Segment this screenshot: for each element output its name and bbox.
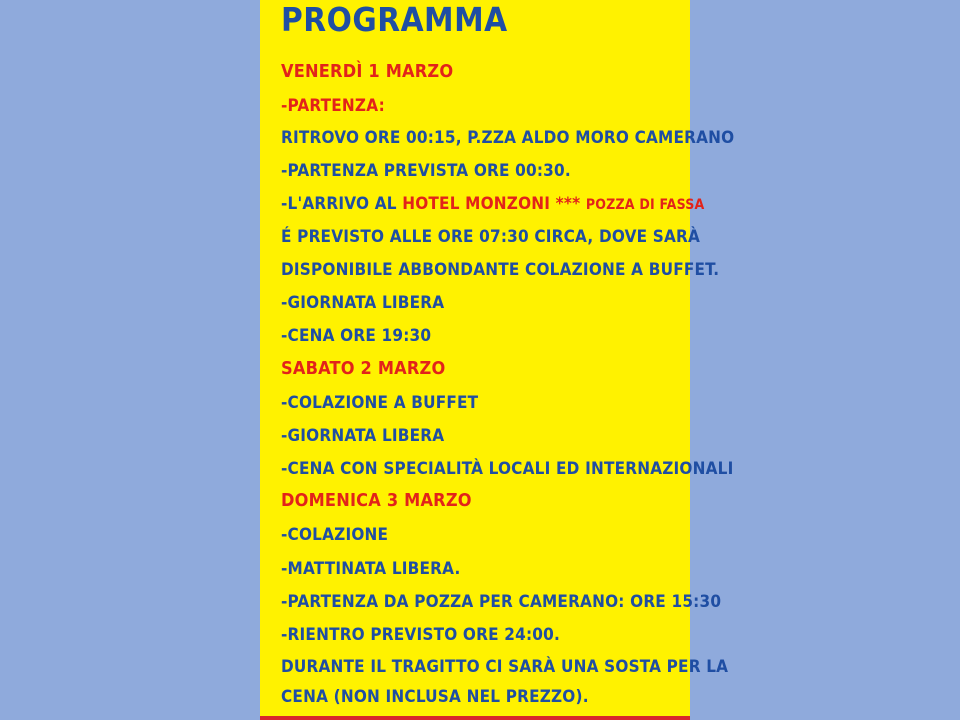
friday-dinner: -CENA ORE 19:30 [281,326,432,346]
hotel-name: HOTEL MONZONI *** [402,194,581,214]
sunday-free-morning: -MATTINATA LIBERA. [281,559,461,579]
bottom-divider [260,716,690,720]
sunday-stop-note-continued: CENA (NON INCLUSA NEL PREZZO). [281,687,589,707]
friday-meeting: RITROVO ORE 00:15, P.ZZA ALDO MORO CAMERANO [281,128,735,148]
friday-departure-label: -PARTENZA: [281,96,385,116]
program-flyer [260,0,735,720]
friday-heading: VENERDÌ 1 MARZO [281,61,454,82]
sunday-departure: -PARTENZA DA POZZA PER CAMERANO: ORE 15:30 [281,592,722,612]
saturday-free-day: -GIORNATA LIBERA [281,426,445,446]
sunday-breakfast: -COLAZIONE [281,525,389,545]
saturday-breakfast: -COLAZIONE A BUFFET [281,393,479,413]
sunday-stop-note: DURANTE IL TRAGITTO CI SARÀ UNA SOSTA PER LA [281,657,729,677]
friday-departure-time: -PARTENZA PREVISTA ORE 00:30. [281,161,571,181]
saturday-dinner: -CENA CON SPECIALITÀ LOCALI ED INTERNAZIONALI [281,459,734,479]
hotel-location: POZZA DI FASSA [585,197,705,213]
arrival-prefix: -L'ARRIVO AL [281,194,403,214]
friday-arrival-time: É PREVISTO ALLE ORE 07:30 CIRCA, DOVE SARÀ [281,227,701,247]
program-title: PROGRAMMA [281,0,508,39]
sunday-return: -RIENTRO PREVISTO ORE 24:00. [281,625,560,645]
saturday-heading: SABATO 2 MARZO [281,358,446,379]
sunday-heading: DOMENICA 3 MARZO [281,490,472,511]
friday-arrival [281,193,704,216]
friday-free-day: -GIORNATA LIBERA [281,293,445,313]
friday-breakfast-info: DISPONIBILE ABBONDANTE COLAZIONE A BUFFET. [281,260,720,280]
